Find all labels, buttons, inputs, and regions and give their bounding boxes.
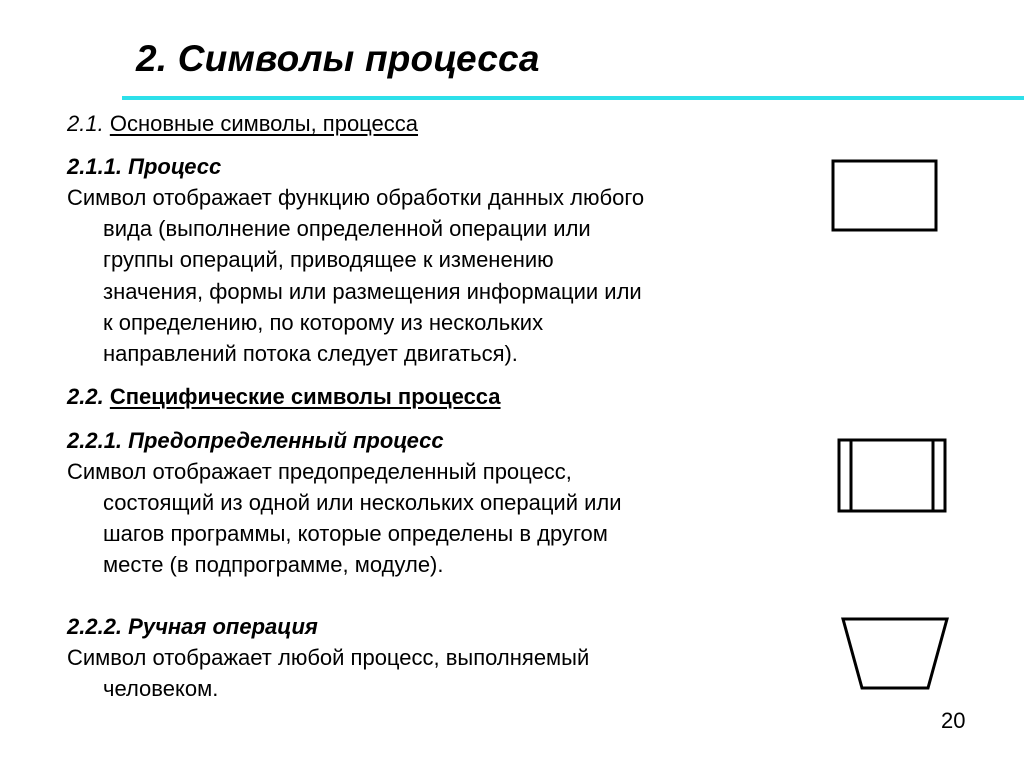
item-2-2-2-line: Символ отображает любой процесс, выполняемый [67,645,590,670]
item-2-2-1-line: состоящий из одной или нескольких операций или [103,490,622,515]
item-2-1-1-line: вида (выполнение определенной операции или [103,216,591,241]
section-2-2-heading [67,384,501,410]
item-2-2-1-line: Символ отображает предопределенный процесс, [67,459,572,484]
section-2-1-heading [67,111,418,137]
predefined-process-icon [834,435,952,515]
slide-title: 2. Символы процесса [136,38,540,79]
item-2-2-1-line: месте (в подпрограмме, модуле). [103,552,444,577]
manual-operation-trapezoid-icon [838,614,952,694]
section-2-2-number: 2.2. [67,384,104,409]
item-2-1-1-heading: 2.1.1. Процесс [67,154,222,179]
section-2-2-label: Специфические символы процесса [109,384,501,409]
section-2-1-number: 2.1. [67,111,104,136]
item-2-2-2-line: человеком. [103,676,219,701]
title-divider [122,96,1024,100]
item-2-2-2-heading: 2.2.2. Ручная операция [67,614,318,639]
item-2-1-1-line: Символ отображает функцию обработки данных любого [67,185,645,210]
item-2-1-1-line: к определению, по которому из нескольких [103,310,544,335]
item-2-2-1-heading: 2.2.1. Предопределенный процесс [67,428,444,453]
process-rectangle-icon [828,156,942,236]
item-2-1-1-line: группы операций, приводящее к изменению [103,247,554,272]
page-number: 20 [941,708,966,733]
section-2-1-label: Основные символы, процесса [109,111,419,136]
item-2-2-1-line: шагов программы, которые определены в другом [103,521,608,546]
item-2-1-1-line: направлений потока следует двигаться). [103,341,518,366]
item-2-1-1-line: значения, формы или размещения информации или [103,279,642,304]
